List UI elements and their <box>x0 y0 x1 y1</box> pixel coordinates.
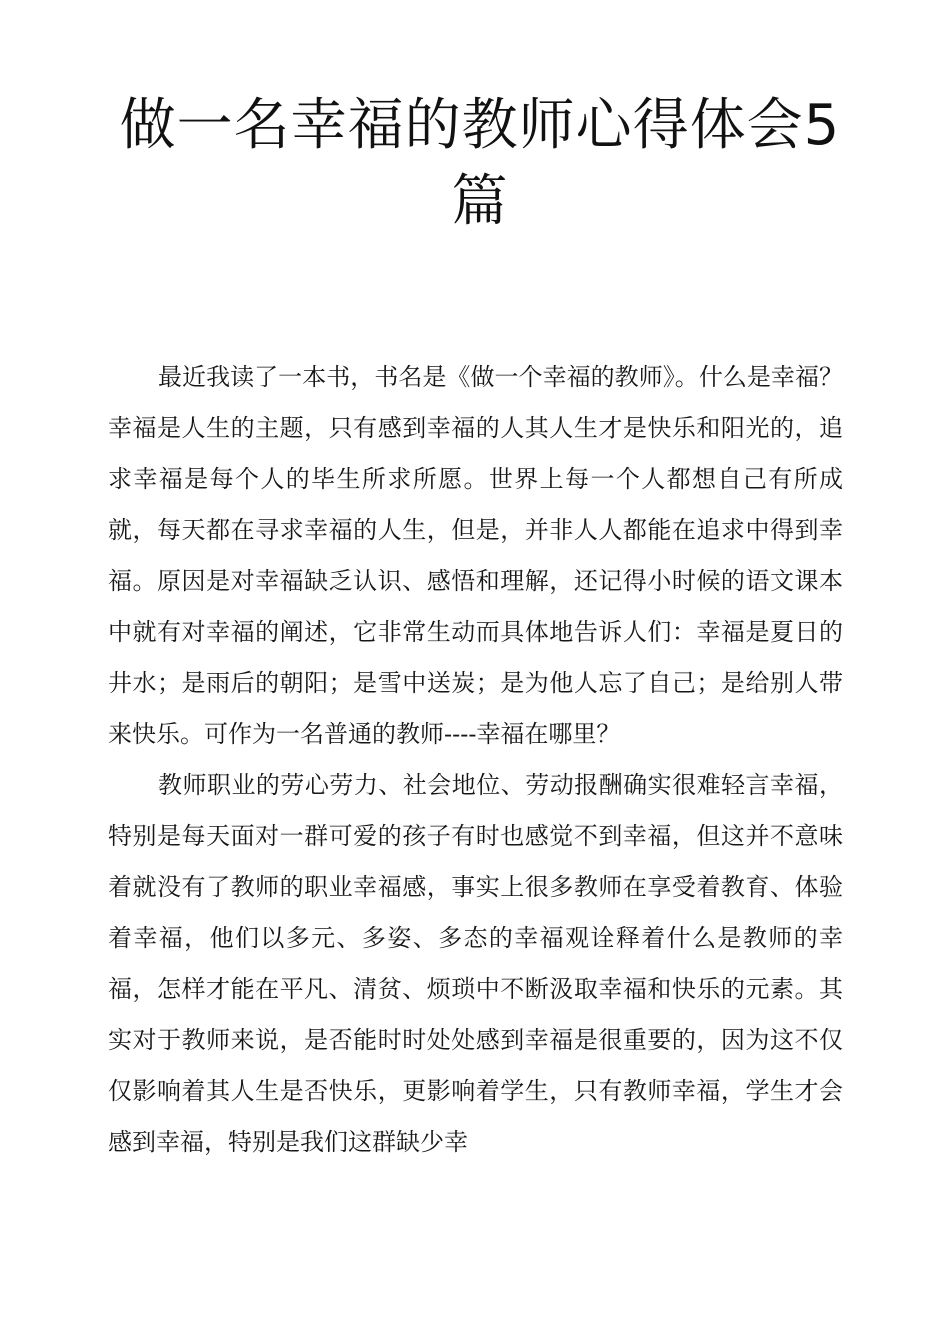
document-title: 做一名幸福的教师心得体会5篇 <box>119 93 841 234</box>
document-body <box>108 352 843 1168</box>
paragraph-1: 最近我读了一本书，书名是《做一个幸福的教师》。什么是幸福？幸福是人生的主题，只有感到幸福的人其人生才是快乐和阳光的，追求幸福是每个人的毕生所求所愿。世界上每一个人都想自己有所成就，每天都在寻求幸福的人生，但是，并非人人都能在追求中得到幸福。原因是对幸福缺乏认识、感悟和理解，还记得小时候的语文课本中就有对幸福的阐述，它非常生动而具体地告诉人们：幸福是夏日的井水；是雨后的朝阳；是雪中送炭；是为他人忘了自己；是给别人带来快乐。可作为一名普通的教师----幸福在哪里？ <box>108 363 843 748</box>
paragraph-2: 教师职业的劳心劳力、社会地位、劳动报酬确实很难轻言幸福，特别是每天面对一群可爱的孩子有时也感觉不到幸福，但这并不意味着就没有了教师的职业幸福感，事实上很多教师在享受着教育、体验着幸福，他们以多元、多姿、多态的幸福观诠释着什么是教师的幸福，怎样才能在平凡、清贫、烦琐中不断汲取幸福和快乐的元素。其实对于教师来说，是否能时时处处感到幸福是很重要的，因为这不仅仅影响着其人生是否快乐，更影响着学生，只有教师幸福，学生才会感到幸福，特别是我们这群缺少幸 <box>108 771 843 1156</box>
